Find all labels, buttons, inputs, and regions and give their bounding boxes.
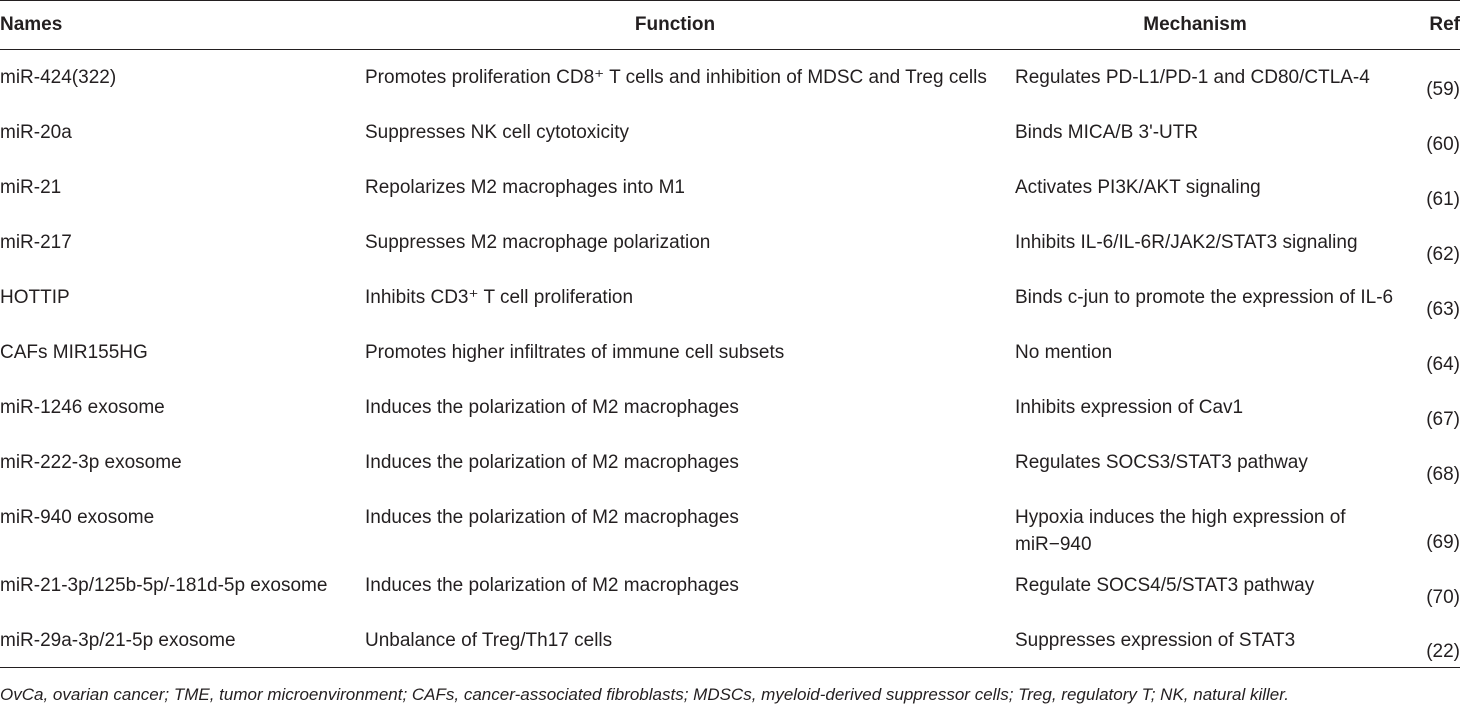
cell-function: Promotes proliferation CD8⁺ T cells and inhibition of MDSC and Treg cells (365, 67, 987, 88)
cell-mechanism: Regulates SOCS3/STAT3 pathway (1015, 451, 1308, 473)
header-ref: Ref (1429, 14, 1460, 35)
cell-ref: (60) (1426, 133, 1460, 155)
cell-mechanism: Regulates PD-L1/PD-1 and CD80/CTLA-4 (1015, 67, 1370, 88)
cell-name: miR-29a-3p/21-5p exosome (0, 629, 236, 651)
cell-mechanism: Binds MICA/B 3'-UTR (1015, 121, 1199, 143)
table-row (0, 558, 1460, 613)
cell-function: Induces the polarization of M2 macrophages (365, 574, 739, 596)
cell-function: Induces the polarization of M2 macrophages (365, 396, 739, 418)
table-row (0, 50, 1460, 105)
cell-ref: (63) (1426, 298, 1460, 320)
cell-mechanism: Suppresses expression of STAT3 (1015, 629, 1296, 651)
cell-ref: (70) (1426, 586, 1460, 608)
table-row (0, 270, 1460, 325)
cell-ref: (67) (1426, 408, 1460, 430)
cell-function: Suppresses M2 macrophage polarization (365, 231, 711, 253)
cell-name: miR-424(322) (0, 67, 117, 88)
cell-mechanism: Binds c-jun to promote the expression of IL-6 (1015, 286, 1394, 308)
cell-mechanism: Regulate SOCS4/5/STAT3 pathway (1015, 574, 1315, 596)
header-function: Function (634, 14, 716, 35)
cell-ref: (69) (1426, 531, 1460, 553)
cell-function: Repolarizes M2 macrophages into M1 (365, 176, 685, 198)
table-footnote: OvCa, ovarian cancer; TME, tumor microenvironment; CAFs, cancer-associated fibroblasts; MDSCs, myeloid-derived suppressor cells; Treg, regulatory T; NK, natural killer. (0, 685, 1289, 704)
cell-name: miR-21-3p/125b-5p/-181d-5p exosome (0, 574, 328, 596)
cell-name: miR-222-3p exosome (0, 451, 182, 473)
cell-mechanism: Hypoxia induces the high expression of miR−940 (1015, 506, 1346, 555)
cell-ref: (22) (1426, 641, 1460, 662)
header-names: Names (0, 14, 63, 35)
cell-function: Inhibits CD3⁺ T cell proliferation (365, 286, 634, 308)
table-row (0, 160, 1460, 215)
cell-name: miR-21 (0, 176, 62, 198)
cell-name: HOTTIP (0, 286, 70, 308)
header-row (0, 1, 1460, 50)
cell-mechanism: Inhibits expression of Cav1 (1015, 396, 1244, 418)
cell-mechanism: Activates PI3K/AKT signaling (1015, 176, 1261, 198)
cell-name: miR-940 exosome (0, 506, 155, 528)
cell-mechanism: No mention (1015, 341, 1113, 363)
table-row (0, 613, 1460, 668)
table-body (0, 50, 1460, 668)
table-header (0, 1, 1460, 50)
table-row (0, 490, 1460, 558)
table-row (0, 105, 1460, 160)
cell-mechanism: Inhibits IL-6/IL-6R/JAK2/STAT3 signaling (1015, 231, 1358, 253)
cell-function: Unbalance of Treg/Th17 cells (365, 629, 613, 651)
table-row (0, 325, 1460, 380)
cell-function: Suppresses NK cell cytotoxicity (365, 121, 629, 143)
cell-ref: (68) (1426, 463, 1460, 485)
cell-name: miR-20a (0, 121, 72, 143)
cell-ref: (64) (1426, 353, 1460, 375)
cell-name: miR-1246 exosome (0, 396, 165, 418)
cell-name: miR-217 (0, 231, 72, 253)
header-mechanism: Mechanism (1143, 14, 1247, 35)
cell-function: Promotes higher infiltrates of immune cell subsets (365, 341, 785, 363)
table-row (0, 435, 1460, 490)
cell-ref: (62) (1426, 243, 1460, 265)
cell-ref: (59) (1426, 78, 1460, 100)
cell-function: Induces the polarization of M2 macrophages (365, 451, 739, 473)
cell-ref: (61) (1426, 188, 1460, 210)
table-row (0, 215, 1460, 270)
table-row (0, 380, 1460, 435)
cell-name: CAFs MIR155HG (0, 341, 148, 363)
cell-function: Induces the polarization of M2 macrophages (365, 506, 739, 528)
